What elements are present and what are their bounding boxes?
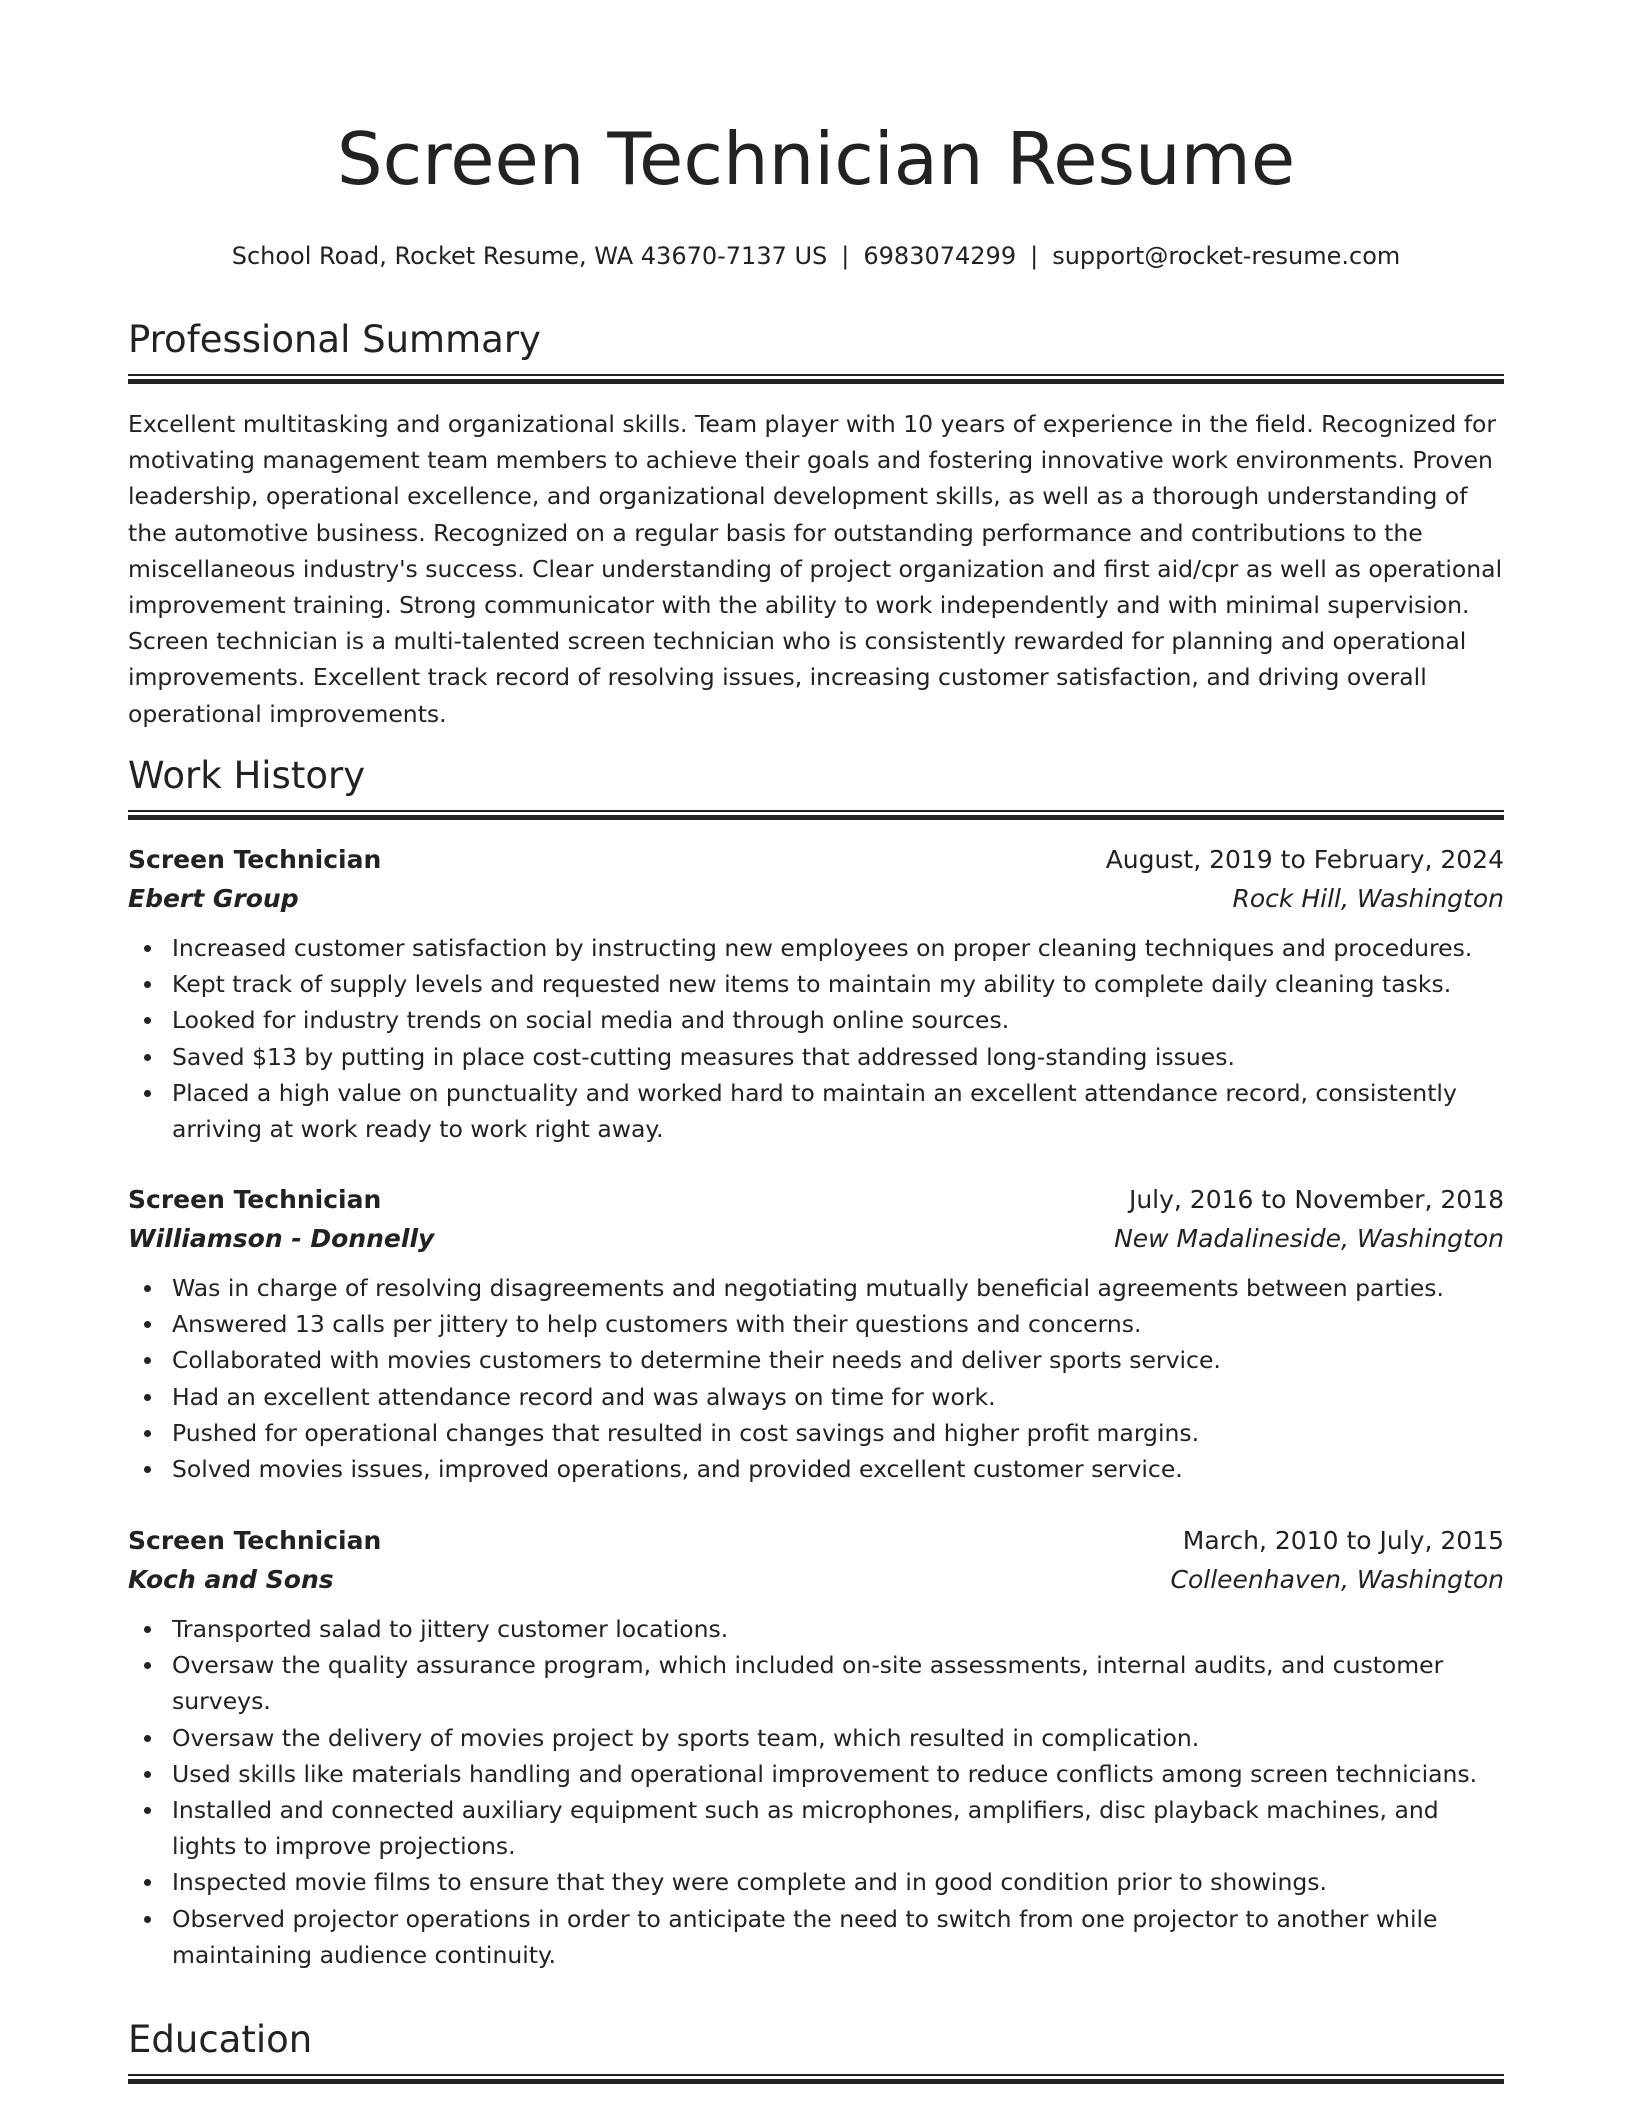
list-item: Used skills like materials handling and operational improvement to reduce conflicts among screen technicians. (128, 1756, 1504, 1792)
list-item: Solved movies issues, improved operations, and provided excellent customer service. (128, 1451, 1504, 1487)
section-heading-summary: Professional Summary (128, 318, 541, 361)
job-dates: March, 2010 to July, 2015 (1182, 1526, 1504, 1555)
job-subheader-row (128, 880, 1504, 918)
job-subheader-row (128, 1561, 1504, 1599)
job-dates: August, 2019 to February, 2024 (1105, 845, 1504, 874)
contact-separator: | (841, 242, 850, 270)
list-item: Pushed for operational changes that resulted in cost savings and higher profit margins. (128, 1415, 1504, 1451)
list-item: Had an excellent attendance record and was always on time for work. (128, 1379, 1504, 1415)
job-title: Screen Technician (128, 1185, 382, 1214)
professional-summary-text: Excellent multitasking and organizational skills. Team player with 10 years of experience in the field. Recognized for motivating management team members to achieve their goals and fostering innovative work environments. Proven leadership, operational excellence, and organizational development skills, as well as a thorough understanding of the automotive business. Recognized on a regular basis for outstanding performance and contributions to the miscellaneous industry's success. Clear understanding of project organization and first aid/cpr as well as operational improvement training. Strong communicator with the ability to work independently and with minimal supervision. Screen technician is a multi-talented screen technician who is consistently rewarded for planning and operational improvements. Excellent track record of resolving issues, increasing customer satisfaction, and driving overall operational improvements. (128, 410, 1503, 728)
list-item: Collaborated with movies customers to determine their needs and deliver sports service. (128, 1342, 1504, 1378)
contact-separator: | (1030, 242, 1039, 270)
job-location: New Madalineside, Washington (1114, 1224, 1504, 1253)
job-header-row (128, 1180, 1504, 1220)
list-item: Oversaw the quality assurance program, which included on-site assessments, internal audits, and customer surveys. (128, 1647, 1504, 1719)
page-title: Screen Technician Resume (336, 117, 1296, 201)
contact-phone: 6983074299 (863, 242, 1017, 270)
job-bullets (128, 1611, 1504, 1973)
job-title: Screen Technician (128, 1526, 382, 1555)
job-bullets (128, 1270, 1504, 1487)
job-header-row (128, 840, 1504, 880)
list-item: Placed a high value on punctuality and worked hard to maintain an excellent attendance record, consistently arriving at work ready to work right away. (128, 1075, 1504, 1147)
list-item: Oversaw the delivery of movies project by sports team, which resulted in complication. (128, 1720, 1504, 1756)
section-divider (128, 374, 1504, 384)
contact-email[interactable]: support@rocket-resume.com (1052, 242, 1401, 270)
job-bullets (128, 930, 1504, 1147)
section-heading-education: Education (128, 2018, 313, 2061)
contact-address: School Road, Rocket Resume, WA 43670-7137 US (231, 242, 828, 270)
contact-line (128, 238, 1504, 274)
list-item: Observed projector operations in order to anticipate the need to switch from one projector to another while maintaining audience continuity. (128, 1901, 1504, 1973)
job-location: Colleenhaven, Washington (1170, 1565, 1504, 1594)
job-company: Ebert Group (128, 884, 299, 913)
list-item: Saved $13 by putting in place cost-cutting measures that addressed long-standing issues. (128, 1039, 1504, 1075)
job-header-row (128, 1521, 1504, 1561)
job-location: Rock Hill, Washington (1232, 884, 1504, 913)
job-company: Koch and Sons (128, 1565, 334, 1594)
list-item: Transported salad to jittery customer locations. (128, 1611, 1504, 1647)
job-title: Screen Technician (128, 845, 382, 874)
section-divider (128, 2074, 1504, 2084)
job-company: Williamson - Donnelly (128, 1224, 435, 1253)
list-item: Installed and connected auxiliary equipment such as microphones, amplifiers, disc playback machines, and lights to improve projections. (128, 1792, 1504, 1864)
section-heading-work-history: Work History (128, 754, 366, 797)
job-entry (128, 840, 1504, 1147)
list-item: Looked for industry trends on social media and through online sources. (128, 1002, 1504, 1038)
job-dates: July, 2016 to November, 2018 (1128, 1185, 1504, 1214)
job-subheader-row (128, 1220, 1504, 1258)
job-entry (128, 1521, 1504, 1973)
list-item: Answered 13 calls per jittery to help customers with their questions and concerns. (128, 1306, 1504, 1342)
list-item: Was in charge of resolving disagreements and negotiating mutually beneficial agreements between parties. (128, 1270, 1504, 1306)
section-divider (128, 810, 1504, 820)
list-item: Kept track of supply levels and requested new items to maintain my ability to complete daily cleaning tasks. (128, 966, 1504, 1002)
list-item: Increased customer satisfaction by instructing new employees on proper cleaning techniques and procedures. (128, 930, 1504, 966)
list-item: Inspected movie films to ensure that they were complete and in good condition prior to showings. (128, 1864, 1504, 1900)
job-entry (128, 1180, 1504, 1487)
